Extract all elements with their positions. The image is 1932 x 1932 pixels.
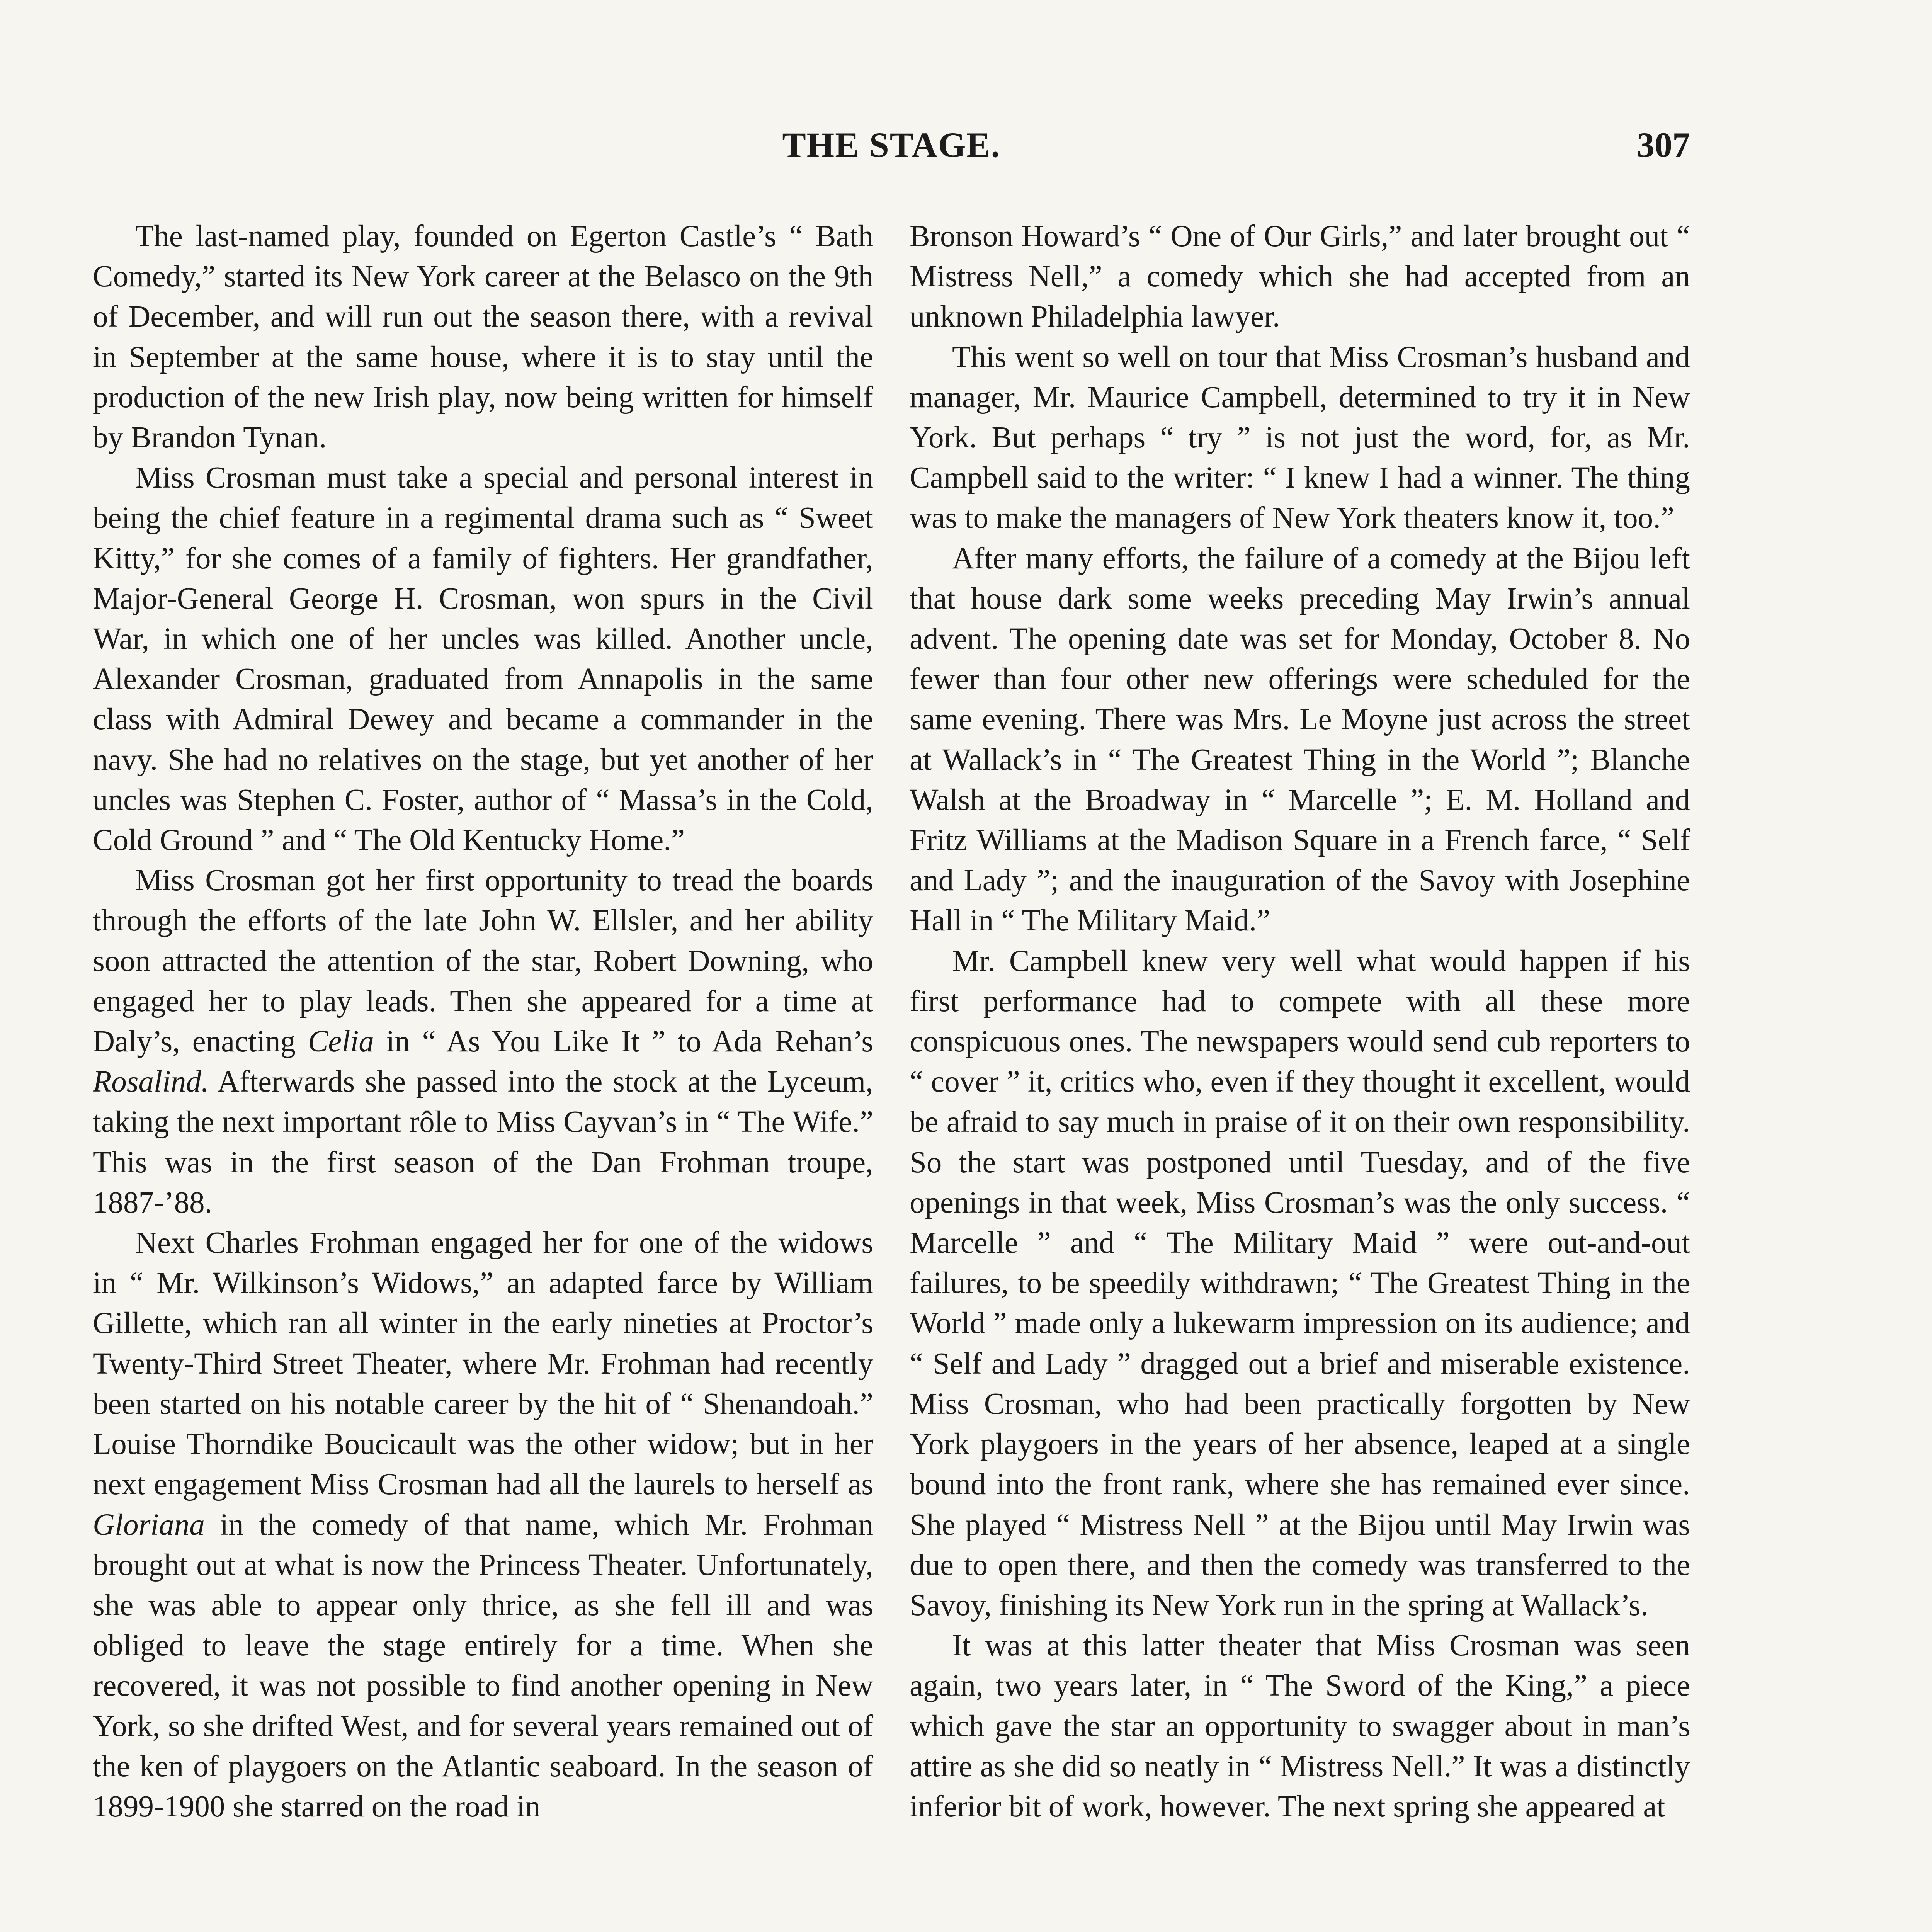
text-run: Miss Crosman got her first opportunity to tread the boards through the efforts of the late John W. Ellsler, and her ability soon attracted the attention of the star, Robert Downing, who engaged her to play leads. Then she appeared for a time at Daly’s, enacting: [93, 864, 873, 1059]
role-name-rosalind: Rosalind.: [93, 1065, 209, 1099]
paragraph: After many efforts, the failure of a comedy at the Bijou left that house dark some weeks preceding May Irwin’s annual advent. The opening date was set for Monday, October 8. No fewer than four other new offerings were scheduled for the same evening. There was Mrs. Le Moyne just across the street at Wallack’s in “ The Greatest Thing in the World ”; Blanche Walsh at the Broadway in “ Marcelle ”; E. M. Holland and Fritz Williams at the Madison Square in a French farce, “ Self and Lady ”; and the inauguration of the Savoy with Josephine Hall in “ The Military Maid.”: [910, 541, 1690, 938]
page-header: [93, 124, 1690, 171]
page-number: 307: [1637, 125, 1690, 165]
text-run: in the comedy of that name, which Mr. Frohman brought out at what is now the Princess Theater. Unfortunately, she was able to appear only thrice, as she fell ill and was obliged to leave the stage entirely for a time. When she recovered, it was not possible to find another opening in New York, so she drifted West, and for several years remained out of the ken of playgoers on the Atlantic seaboard. In the season of 1899-1900 she starred on the road in: [93, 1508, 873, 1823]
paragraph-continued: Bronson Howard’s “ One of Our Girls,” and later brought out “ Mistress Nell,” a comedy which she had accepted from an unknown Philadelphia lawyer.: [910, 219, 1690, 334]
right-column: [910, 216, 1690, 1932]
text-run: Afterwards she passed into the stock at the Lyceum, taking the next important rôle to Miss Cayvan’s in “ The Wife.” This was in the first season of the Dan Frohman troupe, 1887-’88.: [93, 1065, 873, 1219]
paragraph: [93, 861, 873, 1223]
role-name-celia: Celia: [308, 1025, 374, 1059]
paragraph: Mr. Campbell knew very well what would happen if his first performance had to compete with all these more conspicuous ones. The newspapers would send cub reporters to “ cover ” it, critics who, even if they thought it excellent, would be afraid to say much in praise of it on their own responsibility. So the start was postponed until Tuesday, and of the five openings in that week, Miss Crosman’s was the only success. “ Marcelle ” and “ The Military Maid ” were out-and-out failures, to be speedily withdrawn; “ The Greatest Thing in the World ” made only a lukewarm impression on its audience; and “ Self and Lady ” dragged out a brief and miserable existence. Miss Crosman, who had been practically forgotten by New York playgoers in the years of her absence, leaped at a single bound into the front rank, where she has remained ever since. She played “ Mistress Nell ” at the Bijou until May Irwin was due to open there, and then the comedy was transferred to the Savoy, finishing its New York run in the spring at Wallack’s.: [910, 944, 1690, 1622]
paragraph: Miss Crosman must take a special and personal interest in being the chief feature in a regimental drama such as “ Sweet Kitty,” for she comes of a family of fighters. Her grandfather, Major-General George H. Crosman, won spurs in the Civil War, in which one of her uncles was killed. Another uncle, Alexander Crosman, graduated from Annapolis in the same class with Admiral Dewey and became a commander in the navy. She had no relatives on the stage, but yet another of her uncles was Stephen C. Foster, author of “ Massa’s in the Cold, Cold Ground ” and “ The Old Kentucky Home.”: [93, 461, 873, 857]
paragraph: It was at this latter theater that Miss Crosman was seen again, two years later, in “ The Sword of the King,” a piece which gave the star an opportunity to swagger about in man’s attire as she did so neatly in “ Mistress Nell.” It was a distinctly inferior bit of work, however. The next spring she appeared at: [910, 1629, 1690, 1823]
paragraph: This went so well on tour that Miss Crosman’s husband and manager, Mr. Maurice Campbell, determined to try it in New York. But perhaps “ try ” is not just the word, for, as Mr. Campbell said to the writer: “ I knew I had a winner. The thing was to make the managers of New York theaters know it, too.”: [910, 340, 1690, 535]
role-name-gloriana: Gloriana: [93, 1508, 205, 1542]
text-run: Next Charles Frohman engaged her for one of the widows in “ Mr. Wilkinson’s Widows,” an adapted farce by William Gillette, which ran all winter in the early nineties at Proctor’s Twenty-Third Street Theater, where Mr. Frohman had recently been started on his notable career by the hit of “ Shenandoah.” Louise Thorndike Boucicault was the other widow; but in her next engagement Miss Crosman had all the laurels to herself as: [93, 1226, 873, 1502]
article-body: [93, 216, 1690, 1932]
paragraph: [93, 1223, 873, 1827]
left-column: [93, 216, 873, 1932]
paragraph: The last-named play, founded on Egerton Castle’s “ Bath Comedy,” started its New York career at the Belasco on the 9th of December, and will run out the season there, with a revival in September at the same house, where it is to stay until the production of the new Irish play, now being written for himself by Brandon Tynan.: [93, 219, 873, 455]
text-run: in “ As You Like It ” to Ada Rehan’s: [374, 1025, 873, 1059]
running-title: THE STAGE.: [782, 125, 1001, 165]
